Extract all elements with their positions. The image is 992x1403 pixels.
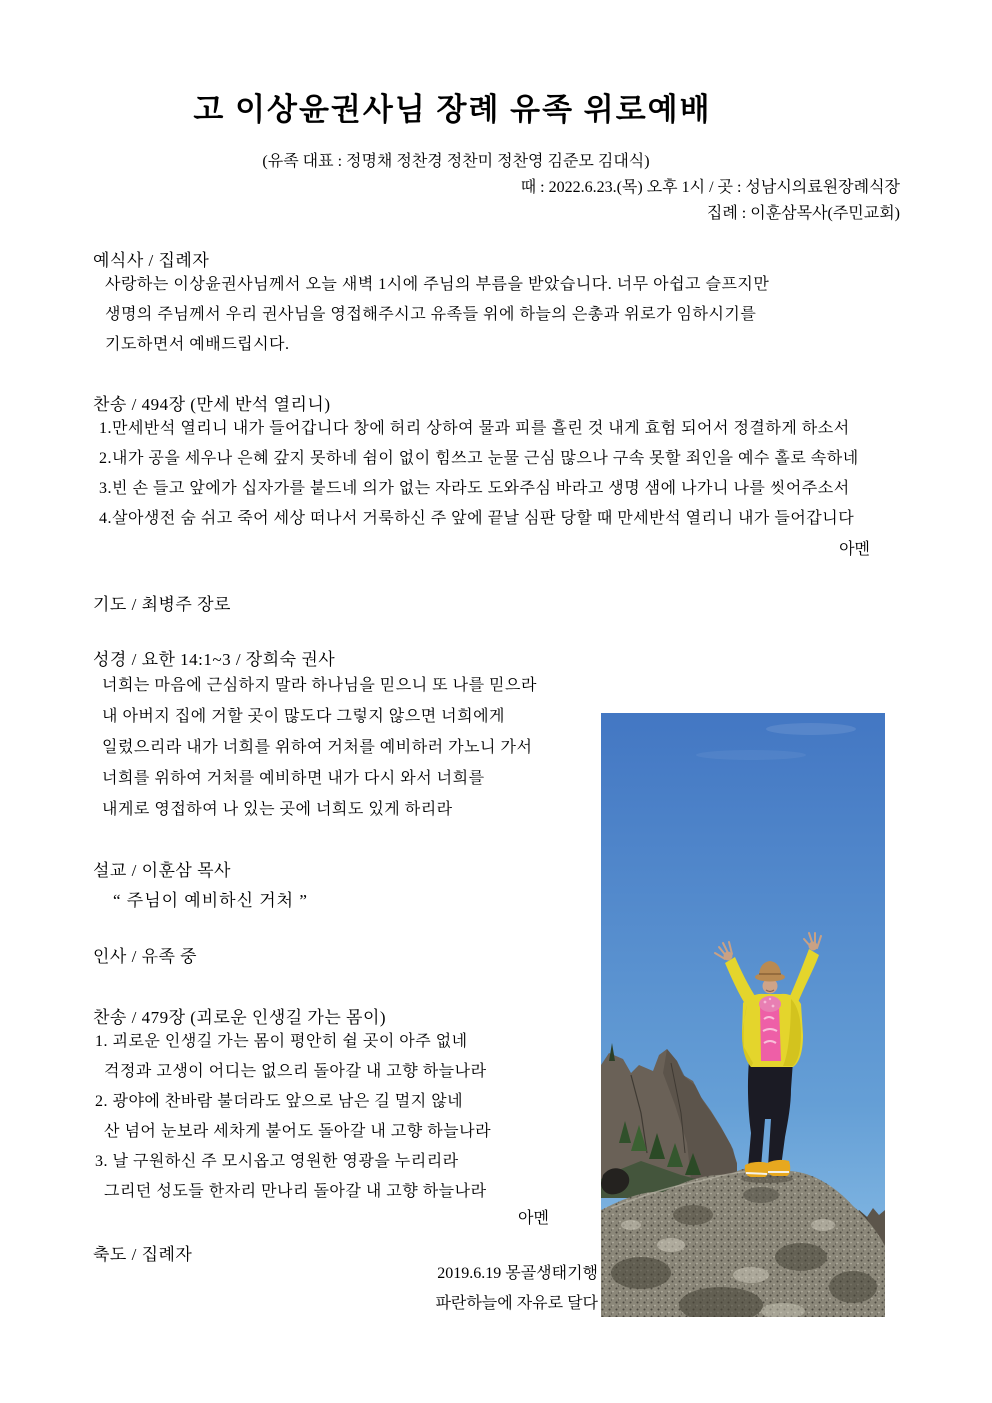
scripture-line: 너희는 마음에 근심하지 말라 하나님을 믿으니 또 나를 믿으라 [102, 677, 537, 694]
page-title: 고 이상윤권사님 장례 유족 위로예배 [193, 92, 712, 127]
hymn-479-lyrics [95, 1027, 491, 1207]
text-line: 기도하면서 예배드립시다. [105, 336, 290, 353]
section-heading-prayer: 기도 / 최병주 장로 [93, 595, 231, 614]
lyric-line: 2.내가 공을 세우나 은혜 갚지 못하네 쉼이 없이 힘쓰고 눈물 근심 많으나 구속 못할 죄인을 예수 홀로 속하네 [99, 450, 859, 467]
lyric-line: 3.빈 손 들고 앞에가 십자가를 붙드네 의가 없는 자라도 도와주심 바라고 생명 샘에 나가니 나를 씻어주소서 [99, 480, 850, 497]
family-representatives-line: (유족 대표 : 정명채 정찬경 정찬미 정찬영 김준모 김대식) [262, 153, 650, 170]
datetime-place-line: 때 : 2022.6.23.(목) 오후 1시 / 곳 : 성남시의료원장례식장 [520, 179, 900, 196]
photo-caption-line: 2019.6.19 몽골생태기행 [437, 1265, 598, 1282]
scripture-line: 일렀으리라 내가 너희를 위하여 거처를 예비하러 가노니 가서 [102, 739, 533, 756]
lyric-line: 3. 날 구원하신 주 모시옵고 영원한 영광을 누리리라 [95, 1153, 459, 1170]
lyric-line: 그리던 성도들 한자리 만나리 돌아갈 내 고향 하늘나라 [104, 1183, 487, 1200]
scripture-line: 내게로 영접하여 나 있는 곳에 너희도 있게 하리라 [102, 801, 453, 818]
hymn-494-lyrics [99, 414, 859, 534]
section-heading-scripture: 성경 / 요한 14:1~3 / 장희숙 권사 [93, 650, 336, 669]
lyric-line: 2. 광야에 찬바람 불더라도 앞으로 남은 길 멀지 않네 [95, 1093, 464, 1110]
text-line: 생명의 주님께서 우리 권사님을 영접해주시고 유족들 위에 하늘의 은총과 위로가 임하시기를 [105, 306, 757, 323]
hymn-494-amen: 아멘 [839, 541, 870, 558]
lyric-line: 산 넘어 눈보라 세차게 불어도 돌아갈 내 고향 하늘나라 [104, 1123, 492, 1140]
photo-caption [200, 1259, 598, 1319]
photo-caption-line: 파란하늘에 자유로 달다 [435, 1295, 598, 1312]
section-heading-opening: 예식사 / 집례자 [93, 251, 210, 270]
section-heading-hymn-479: 찬송 / 479장 (괴로운 인생길 가는 몸이) [93, 1008, 387, 1027]
section-heading-greeting: 인사 / 유족 중 [93, 947, 198, 966]
section-heading-sermon: 설교 / 이훈삼 목사 [93, 861, 231, 880]
scripture-line: 내 아버지 집에 거할 곳이 많도다 그렇지 않으면 너희에게 [102, 708, 505, 725]
section-heading-hymn-494: 찬송 / 494장 (만세 반석 열리니) [93, 395, 331, 414]
scripture-text [102, 670, 537, 825]
lyric-line: 1.만세반석 열리니 내가 들어갑니다 창에 허리 상하여 물과 피를 흘린 것 내게 효험 되어서 정결하게 하소서 [99, 420, 850, 437]
hymn-479-amen: 아멘 [518, 1210, 549, 1227]
lyric-line: 1. 괴로운 인생길 가는 몸이 평안히 쉴 곳이 아주 없네 [95, 1033, 468, 1050]
text-line: 사랑하는 이상윤권사님께서 오늘 새벽 1시에 주님의 부름을 받았습니다. 너무 아쉽고 슬프지만 [105, 276, 770, 293]
lyric-line: 걱정과 고생이 어디는 없으리 돌아갈 내 고향 하늘나라 [104, 1063, 487, 1080]
section-heading-benediction: 축도 / 집례자 [93, 1245, 193, 1264]
photo-illustration [601, 713, 885, 1317]
scripture-line: 너희를 위하여 거처를 예비하면 내가 다시 와서 너희를 [102, 770, 485, 787]
officiant-line: 집례 : 이훈삼목사(주민교회) [706, 205, 900, 222]
sermon-title-quote: “ 주님이 예비하신 거처 ” [113, 891, 308, 910]
lyric-line: 4.살아생전 숨 쉬고 죽어 세상 떠나서 거룩하신 주 앞에 끝날 심판 당할 때 만세반석 열리니 내가 들어갑니다 [99, 510, 855, 527]
opening-remarks [105, 270, 769, 360]
memorial-photo [601, 713, 885, 1317]
